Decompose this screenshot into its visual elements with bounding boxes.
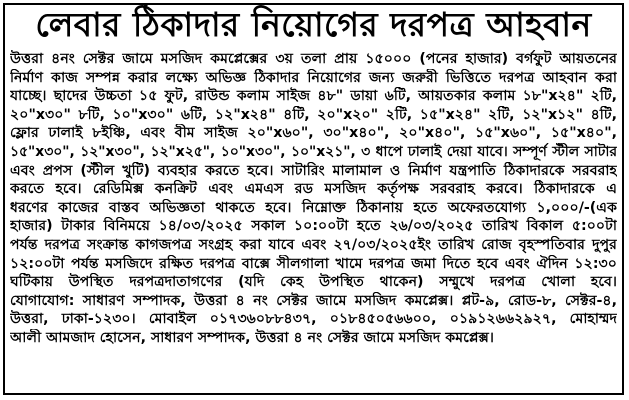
notice-line: ২০"x৩০" ৮টি, ১০"x৩০" ৬টি, ১২"x২৪" ৪টি, ২০"x২০" ২টি, ১৫"x২৪" ২টি, ১২"x১২" ৪টি,: [10, 106, 617, 123]
notice-line: নির্মাণ কাজ সম্পন্ন করার লক্ষ্যে অভিজ্ঞ ঠিকাদার নিয়োগের জন্য জরুরী ভিত্তিতে দরপত্র আহবান করা: [10, 69, 617, 86]
contact-line: যোগাযোগ: সাধারণ সম্পাদক, উত্তরা ৪ নং সেক্টর জামে মসজিদ কমপ্লেক্স। প্লট-৯, রোড-৮, সেক্টর-৪,: [10, 292, 617, 309]
notice-line: এবং প্রপস (স্টীল খুটি) ব্যবহার করতে হবে। সাটারিং মালামাল ও নির্মাণ যন্ত্রপাতি ঠিকাদারকে সরবরাহ: [10, 162, 617, 179]
contact-line: উত্তরা, ঢাকা-১২৩০। মোবাইল ০১৭৩৬০৮৮৪৩৭, ০১৮৪৫০৫৬৬০০, ০১৯১২৬৬২৯২৭, মোহাম্মদ: [10, 311, 617, 328]
tender-notice: [3, 3, 624, 395]
notice-line: পর্যন্ত দরপত্র সংক্রান্ত কাগজপত্র সংগ্রহ করা যাবে এবং ২৭/০৩/২০২৫ইং তারিখ রোজ বৃহস্পতিবার দুপুর: [10, 236, 617, 253]
notice-line: ধরণের কাজের বাস্তব অভিজ্ঞতা থাকতে হবে। নিম্নোক্ত ঠিকানায় হতে অফেরতযোগ্য ১,০০০/-(এক: [10, 199, 617, 216]
notice-body: [5, 49, 622, 348]
notice-line: ফ্লোর ঢালাই ৮ইঞ্চি, এবং বীম সাইজ ২০"x৬০", ৩০"x৪০", ২০"x৪০", ১৫"x৬০", ১৫"x৪০",: [10, 125, 617, 142]
contact-line: আলী আমজাদ হোসেন, সাধারণ সম্পাদক, উত্তরা ৪ নং সেক্টর জামে মসজিদ কমপ্লেক্স।: [10, 329, 495, 346]
notice-line: করতে হবে। রেডিমিক্স কনক্রিট এবং এমএস রড মসজিদ কর্তৃপক্ষ সরবরাহ করবে। ঠিকাদারকে এ: [10, 181, 617, 198]
notice-line: হাজার) টাকার বিনিময়ে ১৪/০৩/২০২৫ সকাল ১০:০০টা হতে ২৬/০৩/২০২৫ তারিখ বিকাল ৫:০০টা: [10, 218, 617, 235]
notice-line: ঘটিকায় উপস্থিত দরপত্রদাতাগণের (যদি কেহ উপস্থিত থাকেন) সম্মুখে দরপত্র খোলা হবে।: [10, 274, 617, 291]
notice-line: উত্তরা ৪নং সেক্টর জামে মসজিদ কমপ্লেক্সের ৩য় তলা প্রায় ১৫০০০ (পনের হাজার) বর্গফুট আয়তনের: [10, 51, 617, 67]
notice-line: ১২:০০টা পর্যন্ত মসজিদে রক্ষিত দরপত্র বাক্সে সীলগালা খামে দরপত্র জমা দিতে হবে এবং ঐদিন ১২:৩০: [10, 255, 617, 272]
notice-line: ১৫"x৩০", ১২"x৩০", ১২"x২৫", ১০"x৩০", ১০"x২১", ৩ ধাপে ঢালাই দেয়া যাবে। সম্পূর্ণ স্টীল সাটার: [10, 143, 617, 160]
notice-headline: লেবার ঠিকাদার নিয়োগের দরপত্র আহবান: [35, 5, 592, 44]
notice-line: যাচ্ছে। ছাদের উচ্চতা ১৫ ফুট, রাউন্ড কলাম সাইজ ৪৮" ডায়া ৬টি, আয়তকার কলাম ১৮"x২৪" ২টি,: [10, 88, 617, 105]
